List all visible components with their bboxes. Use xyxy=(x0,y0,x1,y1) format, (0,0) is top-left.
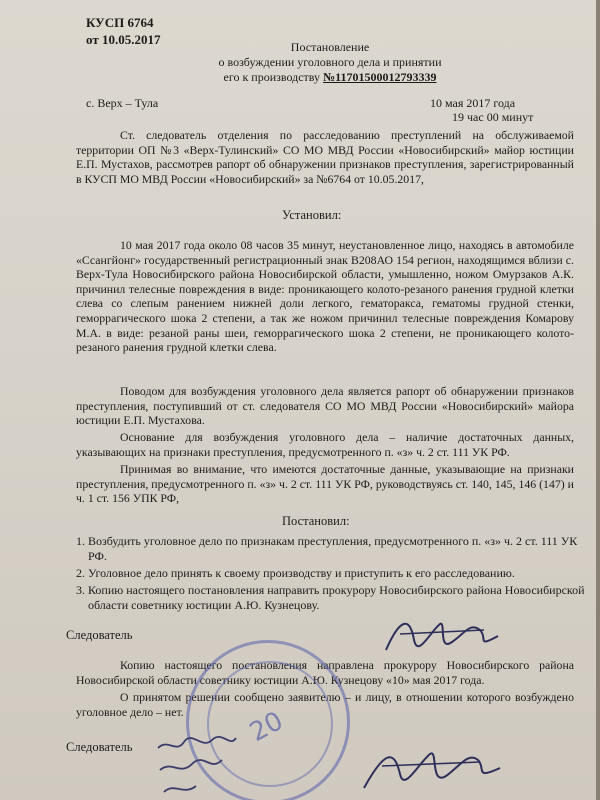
title-line-1: Постановление xyxy=(290,40,370,54)
title-line-2: о возбуждении уголовного дела и принятии xyxy=(218,55,442,69)
established-heading: Установил: xyxy=(282,208,342,222)
issue-date: 10 мая 2017 года xyxy=(430,96,516,110)
document-title xyxy=(180,40,480,85)
place-of-issue: с. Верх – Тула xyxy=(86,96,159,110)
decision-item: 1. Возбудить уголовное дело по признакам преступления, предусмотренного п. «з» ч. 2 ст. 111 УК РФ. xyxy=(88,534,598,564)
resolved-heading: Постановил: xyxy=(282,514,350,528)
basis-paragraph: Основание для возбуждения уголовного дела – наличие достаточных данных, указывающих на признаки преступления, предусмотренного п. «з» ч. 2 ст. 111 УК РФ. xyxy=(76,430,574,459)
title-line-3-prefix: его к производству xyxy=(223,70,321,84)
facts-paragraph: 10 мая 2017 года около 08 часов 35 минут, неустановленное лицо, находясь в автомобиле «Ссангйонг» государственный регистрационный знак В208АО 154 регион, находящимся вблизи с. Верх-Тула Новосибирского района Новосибирской области, умышленно, ножом Омурзаков А.К. причинил телесные повреждения в виде: проникающего колото-резаного ранения грудной клетки слева со слепым ранением нижней доли легкого, гематоракса, гематомы грудной стенки, геморрагического шока 2 степени, а так же ножом причинил телесные повреждения Комарову М.А. в виде: резаной раны шеи, геморрагического шока 2 степени, не проникающего колото-резаного ранения грудной клетки слева. xyxy=(76,238,574,355)
case-number: №11701500012793339 xyxy=(323,70,437,84)
date-of-issue xyxy=(430,96,533,124)
intro-paragraph: Ст. следователь отделения по расследованию преступлений на обслуживаемой территории ОП №3 «Верх-Тулинский» СО МО МВД России «Новосибирский» майор юстиции Е.П. Мустахов, рассмотрев рапорт об обнаружении признаков преступления, зарегистрированный в КУСП МО МВД России «Новосибирский» за №6764 от 10.05.2017, xyxy=(76,128,574,186)
signer-label: Следователь xyxy=(66,628,133,642)
signer-label: Следователь xyxy=(66,740,133,754)
handwritten-note xyxy=(150,730,240,800)
copy-paragraph: Копию настоящего постановления направлена прокурору Новосибирского района Новосибирской области советнику юстиции А.Ю. Кузнецову «10» мая 2017 года. xyxy=(76,658,574,687)
investigator-signature xyxy=(380,612,510,662)
investigator-signature-2 xyxy=(360,738,510,798)
stamp-number: 20 xyxy=(244,705,289,749)
kusp-number: КУСП 6764 xyxy=(86,15,154,30)
issue-time: 19 час 00 минут xyxy=(452,110,534,124)
kusp-date: от 10.05.2017 xyxy=(86,32,161,47)
considering-paragraph: Принимая во внимание, что имеются достаточные данные, указывающие на признаки преступления, предусмотренного п. «з» ч. 2 ст. 111 УК РФ, руководствуясь ст. 140, 145, 146 (147) и ч. 1 ст. 156 УПК РФ, xyxy=(76,462,574,506)
decision-item: 3. Копию настоящего постановления направить прокурору Новосибирского района Новосибирской области советнику юстиции А.Ю. Кузнецову. xyxy=(88,583,598,613)
kusp-registration xyxy=(86,14,160,48)
notice-paragraph: О принятом решении сообщено заявителю – и лицу, в отношении которого возбуждено уголовное дело – нет. xyxy=(76,690,574,719)
title-line-3 xyxy=(180,70,480,85)
reason-paragraph: Поводом для возбуждения уголовного дела является рапорт об обнаружении признаков преступления, поступивший от ст. следователя СО МО МВД России «Новосибирский» майора юстиции Е.П. Мустахова. xyxy=(76,384,574,428)
page-edge-shadow xyxy=(596,0,600,800)
decision-item: 2. Уголовное дело принять к своему производству и приступить к его расследованию. xyxy=(88,566,598,581)
decision-list xyxy=(62,534,598,615)
